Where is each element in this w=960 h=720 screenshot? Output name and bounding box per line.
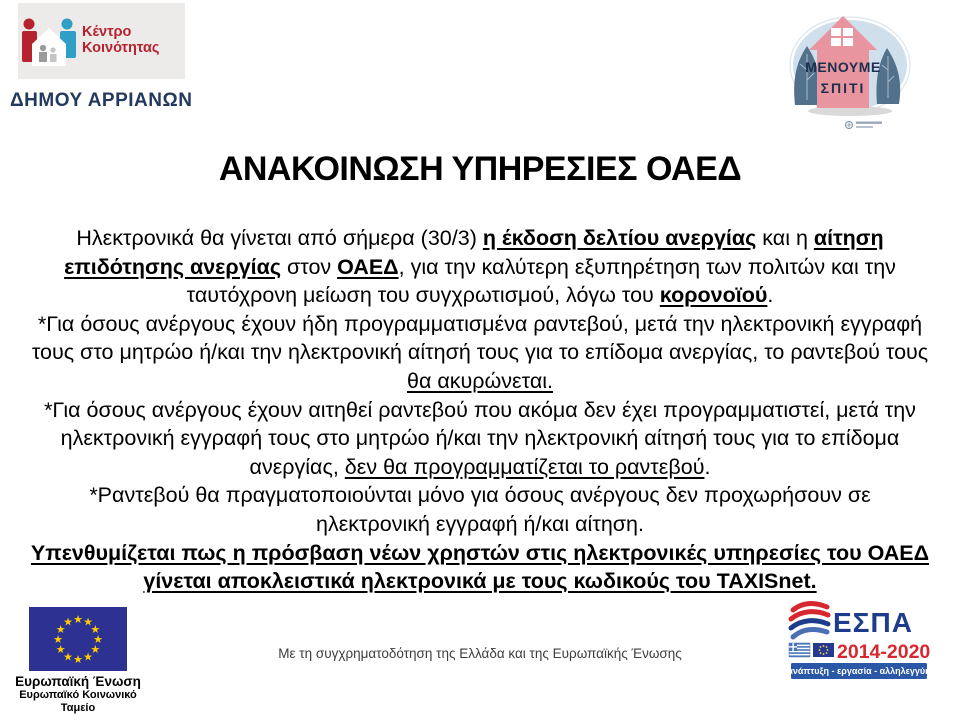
announcement-paragraph — [30, 539, 930, 596]
svg-text:★: ★ — [63, 615, 73, 629]
government-emblem — [846, 122, 883, 129]
cofunding-text: Με τη συγχρηματοδότηση της Ελλάδα και της Ευρωπαϊκής Ένωσης — [278, 646, 682, 661]
svg-text:★: ★ — [90, 643, 101, 656]
svg-text:★: ★ — [83, 615, 93, 629]
text-segment: *Για όσους ανέργους έχουν ήδη προγραμματισμένα ραντεβού, μετά την ηλεκτρονική εγγραφή τους στο μητρώο ή/και την ηλεκτρονική αίτησή τους για το επίδομα ανεργίας, το ραντεβού τους — [31, 311, 929, 365]
spiti-text: ΣΠΙΤΙ — [820, 80, 866, 96]
svg-text:★: ★ — [63, 650, 73, 664]
text-segment: η έκδοση δελτίου ανεργίας — [482, 226, 757, 250]
text-segment: θα ακυρώνεται. — [406, 368, 554, 393]
text-segment: Ηλεκτρονικά θα γίνεται από σήμερα (30/3) — [76, 226, 483, 250]
municipality-title: ΔΗΜΟΥ ΑΡΡΙΑΝΩΝ — [10, 90, 193, 111]
announcement-paragraph — [30, 310, 930, 396]
svg-text:★: ★ — [55, 623, 66, 636]
svg-text:★: ★ — [83, 650, 93, 664]
community-center-logo — [18, 3, 185, 79]
eu-union-label: Ευρωπαϊκή Ένωση — [15, 674, 141, 689]
text-segment: στον — [281, 254, 338, 279]
text-segment: δεν θα προγραμματίζεται το ραντεβού — [344, 454, 705, 479]
espa-banner — [787, 663, 930, 679]
text-segment: αίτηση επιδότησης ανεργίας — [64, 226, 884, 279]
eu-flag-icon — [29, 607, 127, 671]
eu-fund-label: Ευρωπαϊκό Κοινωνικό Ταμείο — [19, 689, 137, 714]
text-segment: και η — [756, 226, 814, 250]
svg-text:★: ★ — [90, 623, 101, 636]
svg-text:★: ★ — [73, 613, 83, 626]
text-segment: *Για όσους ανέργους έχουν αιτηθεί ραντεβού που ακόμα δεν έχει προγραμματιστεί, μετά την ηλεκτρονική εγγραφή τους στο μητρώο ή/και την ηλεκτρονική αίτησή τους για το επίδομα ανεργίας, — [44, 397, 916, 479]
svg-text:★: ★ — [93, 633, 103, 646]
text-segment: ΟΑΕΔ — [337, 254, 399, 279]
announcement-paragraph — [30, 396, 930, 482]
page-title: ΑΝΑΚΟΙΝΩΣΗ ΥΠΗΡΕΣΙΕΣ ΟΑΕΔ — [218, 150, 742, 188]
espa-title: ΕΣΠΑ — [833, 607, 913, 638]
community-center-line1: Κέντρο — [82, 24, 132, 41]
menoume-spiti-logo — [783, 8, 935, 136]
text-segment: Υπενθυμίζεται πως η πρόσβαση νέων χρηστών στις ηλεκτρονικές υπηρεσίες του ΟΑΕΔ γίνεται αποκλειστικά ηλεκτρονικά με τους κωδικούς του TAXISnet. — [30, 540, 930, 594]
community-center-logo-text — [82, 25, 159, 56]
espa-logo — [787, 599, 932, 684]
community-center-line2: Κοινότητας — [82, 40, 160, 56]
greek-flag-icon — [789, 643, 810, 657]
announcement-paragraph — [30, 481, 930, 538]
eu-flag-icon — [813, 643, 834, 657]
window-icon — [831, 28, 853, 46]
text-segment: *Ραντεβού θα πραγματοποιούνται μόνο για όσους ανέργους δεν προχωρήσουν σε ηλεκτρονική εγγραφή ή/και αίτηση. — [89, 483, 871, 536]
menoume-text: ΜΕΝΟΥΜΕ — [805, 59, 881, 75]
text-segment: κορονοϊού — [659, 283, 768, 308]
text-segment: . — [767, 283, 774, 308]
svg-text:★: ★ — [73, 653, 83, 666]
svg-text:★: ★ — [55, 643, 66, 656]
announcement-paragraph — [30, 224, 930, 310]
wave-stripes-icon — [791, 604, 828, 637]
text-segment: , για την καλύτερη εξυπηρέτηση των πολιτών και την ταυτόχρονη μείωση του συγχρωτισμού, λόγω του — [186, 254, 896, 308]
text-segment: . — [704, 454, 711, 479]
svg-text:★: ★ — [53, 633, 63, 646]
espa-tagline: ανάπτυξη - εργασία - αλληλεγγύη — [787, 666, 931, 676]
announcement-body — [30, 224, 930, 596]
family-figures-icon — [20, 16, 78, 66]
espa-period: 2014-2020 — [837, 641, 931, 663]
